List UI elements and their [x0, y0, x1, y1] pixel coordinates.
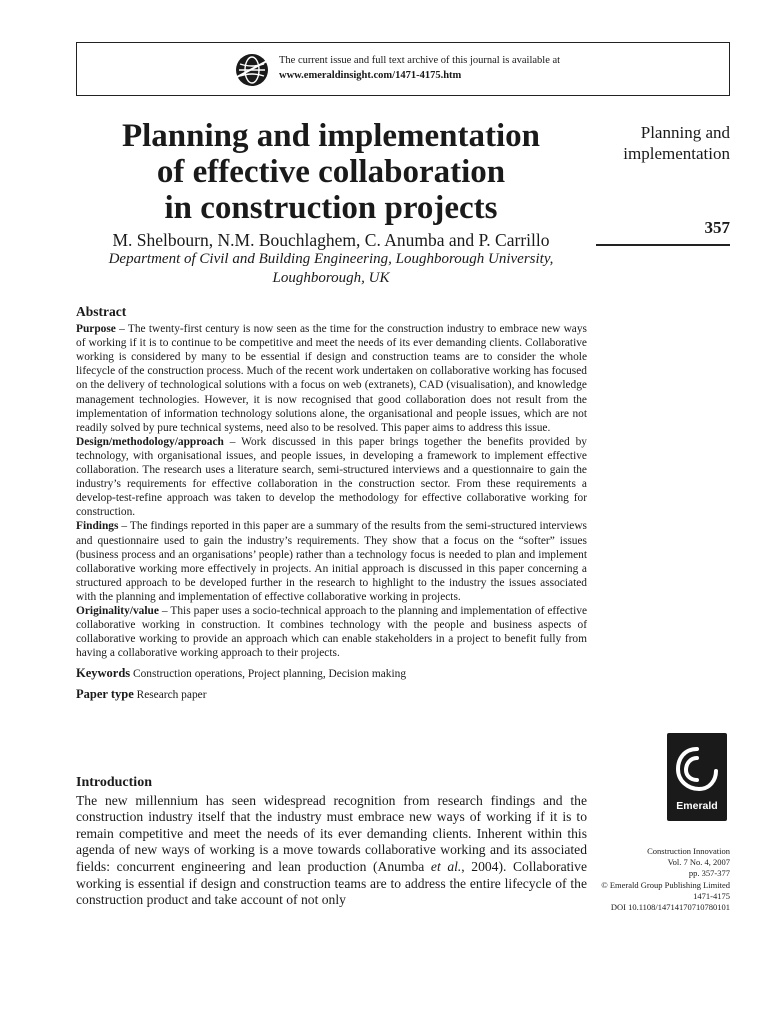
- journal-info-line: © Emerald Group Publishing Limited: [601, 879, 730, 890]
- section-label: Originality/value: [76, 604, 159, 617]
- affiliation: [76, 250, 586, 288]
- paper-type: [76, 687, 587, 702]
- paper-type-text: Research paper: [133, 689, 207, 702]
- banner-text: [279, 53, 560, 83]
- journal-info-line: Construction Innovation: [647, 846, 730, 856]
- journal-info: [601, 846, 730, 913]
- section-text: – Work discussed in this paper brings together the benefits provided by technology, with organisational issues, and people issues, in developing a framework to implement effective collaboration. The research uses a literature search, semi-structured interviews and a questionnaire to gain the industry’s requirements for effective collaboration in the construction sector. From these requirements a develop-test-refine approach was taken to develop the methodology for effective collaborative working for construction.: [76, 435, 587, 519]
- journal-info-line: Vol. 7 No. 4, 2007: [667, 857, 730, 868]
- section-text: – The findings reported in this paper are a summary of the results from the semi-structured interviews and questionnaire used to gain the industry’s requirements. They show that a focus on the “softer” issues (business process and an organisations’ people) rather than a technology focus is needed to plan and implement collaborative working more effectively in projects. An initial approach is discussed in this paper concerning a structured approach to be developed further in the research to highlight to the industry the issues associated with the planning and implementation of effective collaborative working in projects.: [76, 520, 587, 603]
- abstract: [76, 305, 587, 703]
- keywords: [76, 666, 587, 681]
- abstract-findings: [76, 519, 587, 604]
- section-text: – The twenty-first century is now seen as the time for the construction industry to embrace new ways of working if it is to continue to be competitive and meet the needs of its ever demanding clients. Collaborative working is considered by many to be essential if design and construction teams are to consider the whole lifecycle of the construction process. Much of the recent work undertaken on collaborative working has focused on the delivery of technological solutions with a focus on web (extranets), CAD (visualisation), and knowledge management technologies. However, it is now recognised that good collaboration does not result from the implementation of information technology solutions alone, the organisational and people issues, which are not readily solved by pure technical systems, need also to be resolved. This paper aims to address this issue.: [76, 323, 587, 434]
- intro-italic: et al.: [430, 858, 462, 874]
- article-title: [76, 118, 586, 226]
- keywords-label: Keywords: [76, 666, 131, 681]
- section-label: Purpose: [76, 323, 116, 336]
- affiliation-line: Loughborough, UK: [272, 270, 390, 286]
- running-head-line: Planning and: [640, 123, 730, 142]
- abstract-purpose: [76, 322, 587, 435]
- intro-paragraph: [76, 793, 587, 909]
- abstract-design: [76, 435, 587, 520]
- authors: M. Shelbourn, N.M. Bouchlaghem, C. Anumba and P. Carrillo: [112, 230, 550, 250]
- abstract-heading: Abstract: [76, 304, 127, 319]
- intro-heading: Introduction: [76, 775, 152, 790]
- emerald-swirl-icon: [667, 735, 727, 801]
- availability-banner: [76, 42, 730, 96]
- section-label: Findings: [76, 520, 119, 533]
- abstract-originality: [76, 604, 587, 660]
- affiliation-line: Department of Civil and Building Engineering, Loughborough University,: [108, 251, 554, 267]
- running-head-line: implementation: [623, 144, 730, 163]
- logo-wordmark: Emerald: [676, 800, 718, 812]
- section-text: – This paper uses a socio-technical approach to the planning and implementation of effective collaborative working in construction. It combines technology with the people and business aspects of collaborative working to provide an approach which can enable stakeholders in a project to benefit fully from having a collaborative working approach to their projects.: [76, 604, 587, 660]
- banner-line: The current issue and full text archive of this journal is available at: [279, 55, 561, 66]
- title-line: in construction projects: [164, 190, 498, 226]
- journal-url-link[interactable]: www.emeraldinsight.com/1471-4175.htm: [279, 70, 462, 81]
- title-line: Planning and implementation: [121, 118, 541, 154]
- paper-type-label: Paper type: [76, 687, 134, 702]
- page-number: 357: [704, 218, 730, 237]
- section-label: Design/methodology/approach: [76, 435, 224, 448]
- intro-text: The new millennium has seen widespread recognition from research findings and the construction industry itself that the industry must embrace new ways of working if it is to remain competitive and meet the needs of its ever demanding clients. Inherent within this agenda of new ways of working is a move towards collaborative working and its associated fields: concurrent engineering and lean production (Anumba: [76, 792, 587, 874]
- journal-info-line: pp. 357-377: [688, 868, 730, 879]
- emerald-logo: [667, 733, 727, 821]
- running-head: [623, 122, 730, 164]
- globe-icon: [235, 53, 269, 87]
- introduction: [76, 775, 587, 909]
- intro-text: , 2004). Collaborative working is essential if design and construction teams are to address the entire lifecycle of the construction product and take account of not only: [76, 858, 587, 908]
- journal-info-line: 1471-4175: [693, 890, 730, 901]
- keywords-text: Construction operations, Project planning, Decision making: [130, 668, 407, 681]
- divider-rule: [596, 244, 730, 246]
- title-line: of effective collaboration: [156, 154, 506, 190]
- journal-info-line: DOI 10.1108/14714170710780101: [610, 902, 730, 913]
